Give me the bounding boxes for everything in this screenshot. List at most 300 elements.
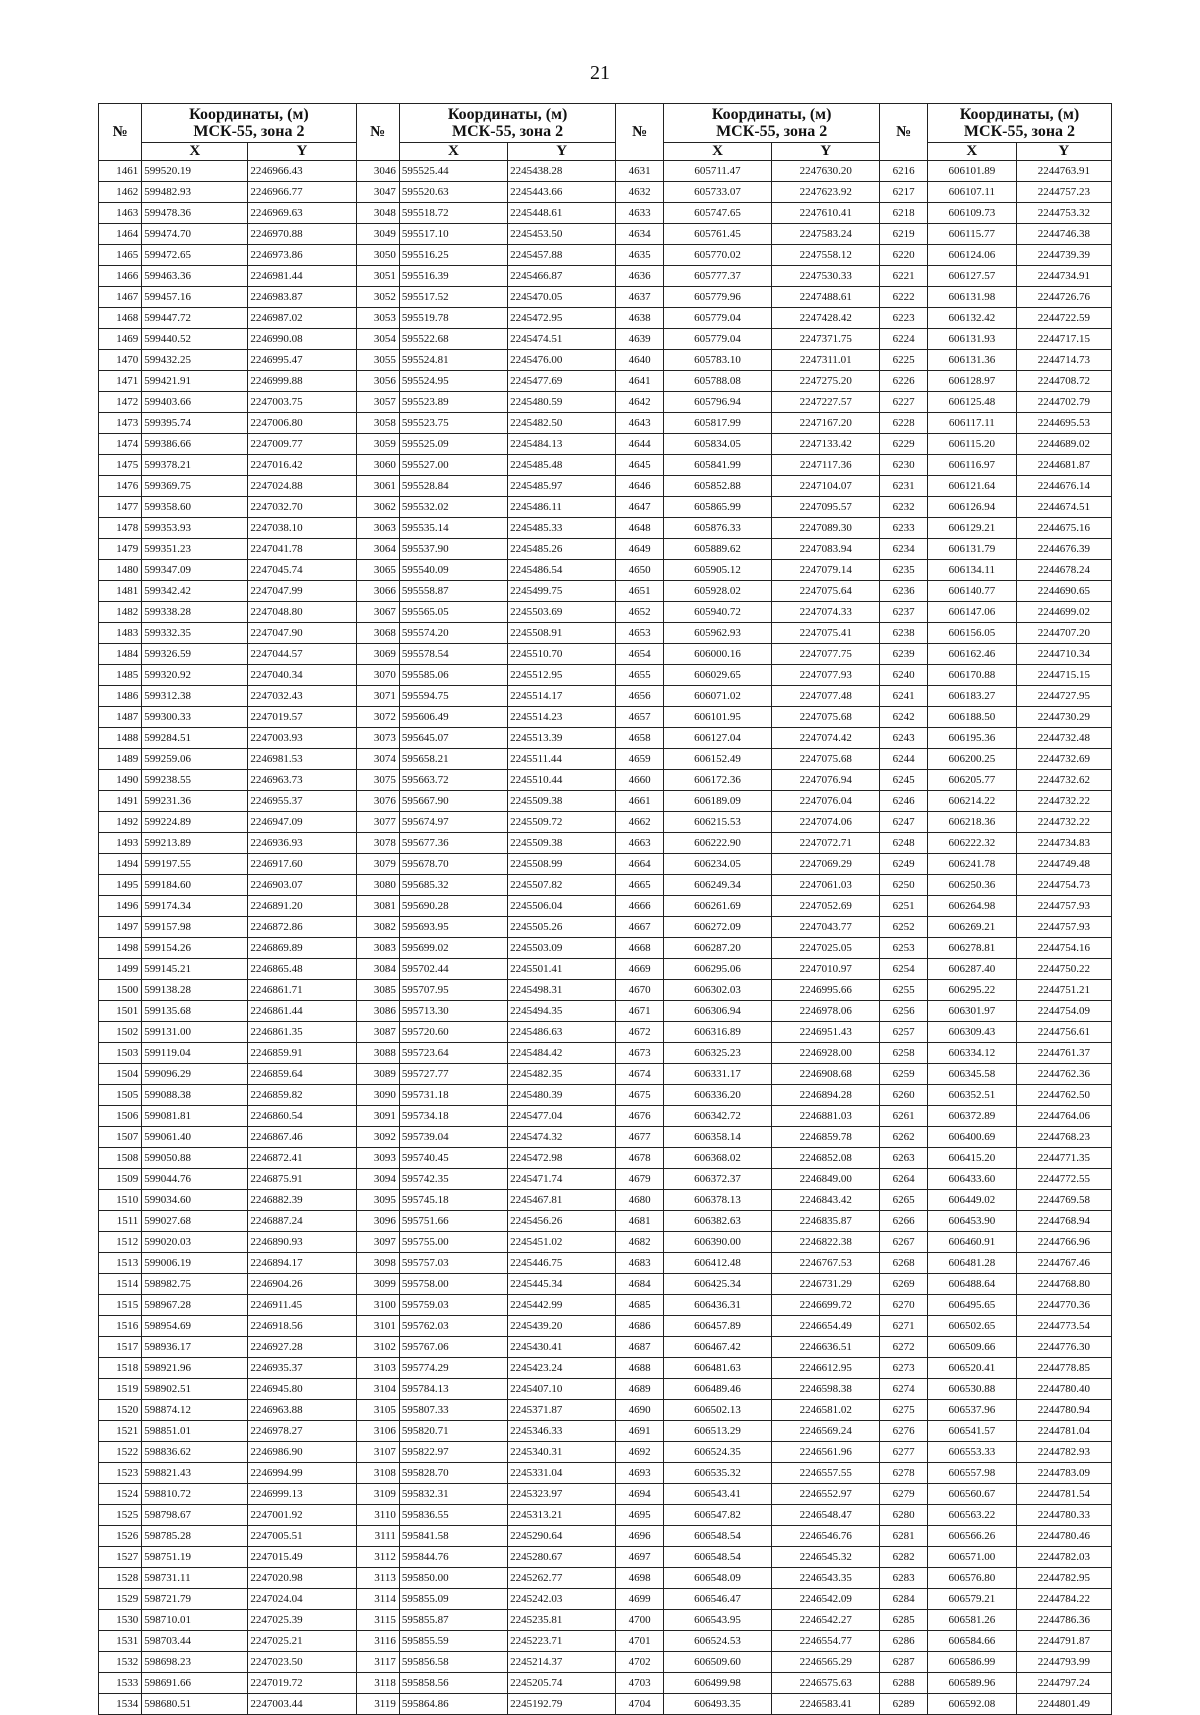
x-coordinate-cell: 605779.04	[663, 329, 771, 350]
point-number-cell: 3114	[356, 1589, 399, 1610]
point-number-cell: 3064	[356, 539, 399, 560]
y-coordinate-cell: 2246978.06	[772, 1001, 880, 1022]
table-row	[99, 287, 1112, 308]
x-coordinate-cell: 606132.42	[927, 308, 1016, 329]
point-number-cell: 4643	[616, 413, 664, 434]
y-coordinate-cell: 2244717.15	[1016, 329, 1111, 350]
y-coordinate-cell: 2246859.78	[772, 1127, 880, 1148]
point-number-cell: 6235	[880, 560, 928, 581]
y-coordinate-cell: 2244786.36	[1016, 1610, 1111, 1631]
y-coordinate-cell: 2245456.26	[508, 1211, 616, 1232]
point-number-cell: 4677	[616, 1127, 664, 1148]
x-coordinate-cell: 595757.03	[399, 1253, 507, 1274]
y-coordinate-cell: 2244678.24	[1016, 560, 1111, 581]
point-number-cell: 1467	[99, 287, 142, 308]
point-number-cell: 6261	[880, 1106, 928, 1127]
x-coordinate-cell: 606563.22	[927, 1505, 1016, 1526]
x-coordinate-cell: 606415.20	[927, 1148, 1016, 1169]
x-coordinate-cell: 606121.64	[927, 476, 1016, 497]
point-number-cell: 4691	[616, 1421, 664, 1442]
x-coordinate-cell: 599131.00	[142, 1022, 248, 1043]
y-coordinate-cell: 2246890.93	[248, 1232, 356, 1253]
y-coordinate-cell: 2247025.39	[248, 1610, 356, 1631]
y-coordinate-cell: 2246867.46	[248, 1127, 356, 1148]
y-column-header: Y	[508, 143, 616, 161]
point-number-cell: 6265	[880, 1190, 928, 1211]
y-coordinate-cell: 2247133.42	[772, 434, 880, 455]
x-column-header: X	[927, 143, 1016, 161]
y-coordinate-cell: 2245485.97	[508, 476, 616, 497]
y-coordinate-cell: 2246983.87	[248, 287, 356, 308]
point-number-cell: 1525	[99, 1505, 142, 1526]
point-number-cell: 3110	[356, 1505, 399, 1526]
x-coordinate-cell: 599432.25	[142, 350, 248, 371]
y-coordinate-cell: 2245509.38	[508, 791, 616, 812]
table-row	[99, 1232, 1112, 1253]
x-coordinate-cell: 606548.54	[663, 1547, 771, 1568]
y-coordinate-cell: 2244801.49	[1016, 1694, 1111, 1715]
y-coordinate-cell: 2246963.73	[248, 770, 356, 791]
point-number-cell: 6248	[880, 833, 928, 854]
x-coordinate-cell: 598936.17	[142, 1337, 248, 1358]
x-coordinate-cell: 595755.00	[399, 1232, 507, 1253]
point-number-cell: 6236	[880, 581, 928, 602]
point-number-cell: 1466	[99, 266, 142, 287]
y-coordinate-cell: 2244763.91	[1016, 161, 1111, 182]
x-coordinate-cell: 599403.66	[142, 392, 248, 413]
y-coordinate-cell: 2247488.61	[772, 287, 880, 308]
x-coordinate-cell: 599044.76	[142, 1169, 248, 1190]
point-number-cell: 6249	[880, 854, 928, 875]
x-coordinate-cell: 595645.07	[399, 728, 507, 749]
point-number-cell: 3112	[356, 1547, 399, 1568]
y-coordinate-cell: 2244710.34	[1016, 644, 1111, 665]
y-coordinate-cell: 2245262.77	[508, 1568, 616, 1589]
point-number-cell: 3072	[356, 707, 399, 728]
y-coordinate-cell: 2247117.36	[772, 455, 880, 476]
point-number-cell: 4668	[616, 938, 664, 959]
x-coordinate-cell: 606453.90	[927, 1211, 1016, 1232]
x-coordinate-cell: 599386.66	[142, 434, 248, 455]
x-coordinate-cell: 606509.60	[663, 1652, 771, 1673]
y-coordinate-cell: 2247003.93	[248, 728, 356, 749]
table-row	[99, 539, 1112, 560]
point-number-cell: 6279	[880, 1484, 928, 1505]
x-coordinate-cell: 599174.34	[142, 896, 248, 917]
x-coordinate-cell: 595807.33	[399, 1400, 507, 1421]
x-coordinate-cell: 599284.51	[142, 728, 248, 749]
y-coordinate-cell: 2246767.53	[772, 1253, 880, 1274]
y-coordinate-cell: 2244702.79	[1016, 392, 1111, 413]
point-number-cell: 3058	[356, 413, 399, 434]
y-coordinate-cell: 2247048.80	[248, 602, 356, 623]
point-number-cell: 6253	[880, 938, 928, 959]
x-coordinate-cell: 595519.78	[399, 308, 507, 329]
x-coordinate-cell: 606352.51	[927, 1085, 1016, 1106]
point-number-cell: 3050	[356, 245, 399, 266]
table-row	[99, 644, 1112, 665]
point-number-cell: 1517	[99, 1337, 142, 1358]
point-number-cell: 6251	[880, 896, 928, 917]
point-number-cell: 4660	[616, 770, 664, 791]
table-row	[99, 1652, 1112, 1673]
x-coordinate-cell: 595855.09	[399, 1589, 507, 1610]
point-number-cell: 4686	[616, 1316, 664, 1337]
x-coordinate-cell: 595855.59	[399, 1631, 507, 1652]
x-coordinate-cell: 606234.05	[663, 854, 771, 875]
x-coordinate-cell: 606128.97	[927, 371, 1016, 392]
y-coordinate-cell: 2244757.93	[1016, 896, 1111, 917]
y-coordinate-cell: 2246935.37	[248, 1358, 356, 1379]
x-coordinate-cell: 595745.18	[399, 1190, 507, 1211]
x-coordinate-cell: 606188.50	[927, 707, 1016, 728]
point-number-cell: 1519	[99, 1379, 142, 1400]
point-number-cell: 4637	[616, 287, 664, 308]
point-number-cell: 3068	[356, 623, 399, 644]
x-coordinate-cell: 599482.93	[142, 182, 248, 203]
point-number-cell: 6254	[880, 959, 928, 980]
point-number-cell: 6288	[880, 1673, 928, 1694]
y-coordinate-cell: 2244768.80	[1016, 1274, 1111, 1295]
y-coordinate-cell: 2245474.32	[508, 1127, 616, 1148]
point-number-cell: 4672	[616, 1022, 664, 1043]
x-coordinate-cell: 595528.84	[399, 476, 507, 497]
point-number-cell: 6257	[880, 1022, 928, 1043]
x-coordinate-cell: 599081.81	[142, 1106, 248, 1127]
point-number-cell: 3063	[356, 518, 399, 539]
y-coordinate-cell: 2244734.83	[1016, 833, 1111, 854]
y-coordinate-cell: 2245507.82	[508, 875, 616, 896]
x-coordinate-cell: 606576.80	[927, 1568, 1016, 1589]
y-coordinate-cell: 2245448.61	[508, 203, 616, 224]
table-row	[99, 1127, 1112, 1148]
y-coordinate-cell: 2244676.14	[1016, 476, 1111, 497]
y-coordinate-cell: 2244708.72	[1016, 371, 1111, 392]
point-number-cell: 6287	[880, 1652, 928, 1673]
y-coordinate-cell: 2245514.23	[508, 707, 616, 728]
x-coordinate-cell: 599378.21	[142, 455, 248, 476]
y-coordinate-cell: 2244754.16	[1016, 938, 1111, 959]
x-coordinate-cell: 606547.82	[663, 1505, 771, 1526]
point-number-cell: 6231	[880, 476, 928, 497]
x-coordinate-cell: 598798.67	[142, 1505, 248, 1526]
point-number-cell: 6264	[880, 1169, 928, 1190]
y-coordinate-cell: 2246575.63	[772, 1673, 880, 1694]
group-title: Координаты, (м)	[447, 106, 568, 123]
y-coordinate-cell: 2245499.75	[508, 581, 616, 602]
point-number-cell: 1461	[99, 161, 142, 182]
point-number-cell: 1482	[99, 602, 142, 623]
y-coordinate-cell: 2246699.72	[772, 1295, 880, 1316]
point-number-cell: 4646	[616, 476, 664, 497]
point-number-cell: 4666	[616, 896, 664, 917]
y-coordinate-cell: 2245482.35	[508, 1064, 616, 1085]
y-coordinate-cell: 2246927.28	[248, 1337, 356, 1358]
y-coordinate-cell: 2245485.48	[508, 455, 616, 476]
y-coordinate-cell: 2245494.35	[508, 1001, 616, 1022]
x-coordinate-cell: 599395.74	[142, 413, 248, 434]
point-number-cell: 6272	[880, 1337, 928, 1358]
y-coordinate-cell: 2245508.99	[508, 854, 616, 875]
point-number-cell: 4653	[616, 623, 664, 644]
point-number-cell: 1515	[99, 1295, 142, 1316]
x-coordinate-cell: 606553.33	[927, 1442, 1016, 1463]
point-number-cell: 4655	[616, 665, 664, 686]
y-coordinate-cell: 2247167.20	[772, 413, 880, 434]
x-coordinate-cell: 606502.65	[927, 1316, 1016, 1337]
x-coordinate-cell: 605876.33	[663, 518, 771, 539]
x-coordinate-cell: 595540.09	[399, 560, 507, 581]
point-number-cell: 1483	[99, 623, 142, 644]
point-number-cell: 1498	[99, 938, 142, 959]
table-row	[99, 161, 1112, 182]
y-coordinate-cell: 2245477.04	[508, 1106, 616, 1127]
point-number-cell: 1496	[99, 896, 142, 917]
y-coordinate-cell: 2247003.44	[248, 1694, 356, 1715]
y-coordinate-cell: 2244778.85	[1016, 1358, 1111, 1379]
y-coordinate-cell: 2246546.76	[772, 1526, 880, 1547]
x-coordinate-cell: 606029.65	[663, 665, 771, 686]
table-row	[99, 1400, 1112, 1421]
x-coordinate-cell: 595525.44	[399, 161, 507, 182]
point-number-cell: 1500	[99, 980, 142, 1001]
point-number-cell: 6229	[880, 434, 928, 455]
y-coordinate-cell: 2247061.03	[772, 875, 880, 896]
table-row	[99, 1148, 1112, 1169]
x-coordinate-cell: 606325.23	[663, 1043, 771, 1064]
y-coordinate-cell: 2246542.09	[772, 1589, 880, 1610]
y-coordinate-cell: 2247077.75	[772, 644, 880, 665]
x-coordinate-cell: 606543.95	[663, 1610, 771, 1631]
y-column-header: Y	[248, 143, 356, 161]
point-number-cell: 4700	[616, 1610, 664, 1631]
y-coordinate-cell: 2247069.29	[772, 854, 880, 875]
x-coordinate-cell: 599457.16	[142, 287, 248, 308]
x-coordinate-cell: 595850.00	[399, 1568, 507, 1589]
point-number-cell: 1516	[99, 1316, 142, 1337]
x-coordinate-cell: 605962.93	[663, 623, 771, 644]
y-coordinate-cell: 2247075.41	[772, 623, 880, 644]
y-coordinate-cell: 2247077.93	[772, 665, 880, 686]
point-number-cell: 4704	[616, 1694, 664, 1715]
y-coordinate-cell: 2245472.95	[508, 308, 616, 329]
point-number-cell: 1513	[99, 1253, 142, 1274]
x-coordinate-cell: 595693.95	[399, 917, 507, 938]
x-coordinate-cell: 599096.29	[142, 1064, 248, 1085]
x-coordinate-cell: 606557.98	[927, 1463, 1016, 1484]
x-coordinate-cell: 606436.31	[663, 1295, 771, 1316]
point-number-cell: 4647	[616, 497, 664, 518]
point-number-cell: 1523	[99, 1463, 142, 1484]
y-coordinate-cell: 2246908.68	[772, 1064, 880, 1085]
y-coordinate-cell: 2247075.64	[772, 581, 880, 602]
y-coordinate-cell: 2245242.03	[508, 1589, 616, 1610]
y-coordinate-cell: 2246891.20	[248, 896, 356, 917]
table-row	[99, 1694, 1112, 1715]
y-coordinate-cell: 2247104.07	[772, 476, 880, 497]
x-coordinate-cell: 605865.99	[663, 497, 771, 518]
number-column-header: №	[616, 104, 664, 161]
x-column-header: X	[663, 143, 771, 161]
x-coordinate-cell: 595702.44	[399, 959, 507, 980]
x-coordinate-cell: 595523.75	[399, 413, 507, 434]
y-coordinate-cell: 2244734.91	[1016, 266, 1111, 287]
x-coordinate-cell: 599006.19	[142, 1253, 248, 1274]
y-coordinate-cell: 2244767.46	[1016, 1253, 1111, 1274]
y-coordinate-cell: 2244727.95	[1016, 686, 1111, 707]
x-coordinate-cell: 595525.09	[399, 434, 507, 455]
point-number-cell: 3053	[356, 308, 399, 329]
x-coordinate-cell: 606520.41	[927, 1358, 1016, 1379]
x-coordinate-cell: 606295.22	[927, 980, 1016, 1001]
point-number-cell: 4701	[616, 1631, 664, 1652]
point-number-cell: 1530	[99, 1610, 142, 1631]
point-number-cell: 1462	[99, 182, 142, 203]
y-coordinate-cell: 2246636.51	[772, 1337, 880, 1358]
point-number-cell: 1518	[99, 1358, 142, 1379]
point-number-cell: 3086	[356, 1001, 399, 1022]
y-coordinate-cell: 2245503.69	[508, 602, 616, 623]
point-number-cell: 1471	[99, 371, 142, 392]
y-coordinate-cell: 2244781.04	[1016, 1421, 1111, 1442]
group-subtitle: МСК-55, зона 2	[716, 123, 828, 140]
point-number-cell: 1508	[99, 1148, 142, 1169]
table-row	[99, 245, 1112, 266]
point-number-cell: 3116	[356, 1631, 399, 1652]
point-number-cell: 3046	[356, 161, 399, 182]
point-number-cell: 4640	[616, 350, 664, 371]
x-coordinate-cell: 595523.89	[399, 392, 507, 413]
point-number-cell: 3090	[356, 1085, 399, 1106]
point-number-cell: 4695	[616, 1505, 664, 1526]
x-coordinate-cell: 595858.56	[399, 1673, 507, 1694]
y-coordinate-cell: 2246554.77	[772, 1631, 880, 1652]
x-coordinate-cell: 595855.87	[399, 1610, 507, 1631]
point-number-cell: 4683	[616, 1253, 664, 1274]
point-number-cell: 1463	[99, 203, 142, 224]
y-coordinate-cell: 2244780.46	[1016, 1526, 1111, 1547]
x-coordinate-cell: 606261.69	[663, 896, 771, 917]
y-coordinate-cell: 2246951.43	[772, 1022, 880, 1043]
point-number-cell: 4659	[616, 749, 664, 770]
table-row	[99, 392, 1112, 413]
x-coordinate-cell: 606467.42	[663, 1337, 771, 1358]
table-row	[99, 623, 1112, 644]
y-coordinate-cell: 2245442.99	[508, 1295, 616, 1316]
y-coordinate-cell: 2244797.24	[1016, 1673, 1111, 1694]
x-coordinate-cell: 595822.97	[399, 1442, 507, 1463]
point-number-cell: 6221	[880, 266, 928, 287]
x-coordinate-cell: 606524.35	[663, 1442, 771, 1463]
table-row	[99, 350, 1112, 371]
table-row	[99, 875, 1112, 896]
y-coordinate-cell: 2247075.68	[772, 749, 880, 770]
point-number-cell: 4698	[616, 1568, 664, 1589]
point-number-cell: 6270	[880, 1295, 928, 1316]
x-coordinate-cell: 599259.06	[142, 749, 248, 770]
coordinates-group-header	[663, 104, 879, 143]
x-coordinate-cell: 606129.21	[927, 518, 1016, 539]
y-coordinate-cell: 2246970.88	[248, 224, 356, 245]
x-coordinate-cell: 606117.11	[927, 413, 1016, 434]
x-coordinate-cell: 599332.35	[142, 623, 248, 644]
y-coordinate-cell: 2245192.79	[508, 1694, 616, 1715]
y-coordinate-cell: 2246945.80	[248, 1379, 356, 1400]
point-number-cell: 4687	[616, 1337, 664, 1358]
x-coordinate-cell: 606124.06	[927, 245, 1016, 266]
y-coordinate-cell: 2245486.11	[508, 497, 616, 518]
point-number-cell: 6237	[880, 602, 928, 623]
y-coordinate-cell: 2247227.57	[772, 392, 880, 413]
x-coordinate-cell: 599351.23	[142, 539, 248, 560]
point-number-cell: 4644	[616, 434, 664, 455]
table-row	[99, 1463, 1112, 1484]
x-coordinate-cell: 606509.66	[927, 1337, 1016, 1358]
y-coordinate-cell: 2244761.37	[1016, 1043, 1111, 1064]
y-coordinate-cell: 2244782.95	[1016, 1568, 1111, 1589]
x-coordinate-cell: 599184.60	[142, 875, 248, 896]
point-number-cell: 4642	[616, 392, 664, 413]
x-coordinate-cell: 606107.11	[927, 182, 1016, 203]
group-title: Координаты, (м)	[189, 106, 309, 123]
point-number-cell: 3108	[356, 1463, 399, 1484]
x-coordinate-cell: 599231.36	[142, 791, 248, 812]
y-coordinate-cell: 2247038.10	[248, 518, 356, 539]
x-coordinate-cell: 595578.54	[399, 644, 507, 665]
x-coordinate-cell: 606140.77	[927, 581, 1016, 602]
y-coordinate-cell: 2245438.28	[508, 161, 616, 182]
point-number-cell: 3052	[356, 287, 399, 308]
x-coordinate-cell: 606306.94	[663, 1001, 771, 1022]
y-coordinate-cell: 2247074.06	[772, 812, 880, 833]
y-coordinate-cell: 2245484.42	[508, 1043, 616, 1064]
point-number-cell: 3109	[356, 1484, 399, 1505]
y-coordinate-cell: 2246995.66	[772, 980, 880, 1001]
y-coordinate-cell: 2244732.22	[1016, 812, 1111, 833]
x-coordinate-cell: 595720.60	[399, 1022, 507, 1043]
y-coordinate-cell: 2245512.95	[508, 665, 616, 686]
y-coordinate-cell: 2247076.94	[772, 770, 880, 791]
y-coordinate-cell: 2244746.38	[1016, 224, 1111, 245]
point-number-cell: 1497	[99, 917, 142, 938]
point-number-cell: 6228	[880, 413, 928, 434]
point-number-cell: 4662	[616, 812, 664, 833]
point-number-cell: 6216	[880, 161, 928, 182]
group-subtitle: МСК-55, зона 2	[963, 123, 1076, 140]
number-column-header: №	[99, 104, 142, 161]
x-coordinate-cell: 595674.97	[399, 812, 507, 833]
point-number-cell: 6283	[880, 1568, 928, 1589]
point-number-cell: 4665	[616, 875, 664, 896]
point-number-cell: 4664	[616, 854, 664, 875]
x-coordinate-cell: 599020.03	[142, 1232, 248, 1253]
y-coordinate-cell: 2245509.72	[508, 812, 616, 833]
table-row	[99, 1568, 1112, 1589]
point-number-cell: 4681	[616, 1211, 664, 1232]
y-coordinate-cell: 2245486.54	[508, 560, 616, 581]
point-number-cell: 4678	[616, 1148, 664, 1169]
point-number-cell: 4676	[616, 1106, 664, 1127]
x-coordinate-cell: 595678.70	[399, 854, 507, 875]
y-coordinate-cell: 2245503.09	[508, 938, 616, 959]
point-number-cell: 1521	[99, 1421, 142, 1442]
point-number-cell: 4650	[616, 560, 664, 581]
table-row	[99, 224, 1112, 245]
y-coordinate-cell: 2244715.15	[1016, 665, 1111, 686]
y-coordinate-cell: 2246936.93	[248, 833, 356, 854]
point-number-cell: 1464	[99, 224, 142, 245]
y-coordinate-cell: 2246881.03	[772, 1106, 880, 1127]
